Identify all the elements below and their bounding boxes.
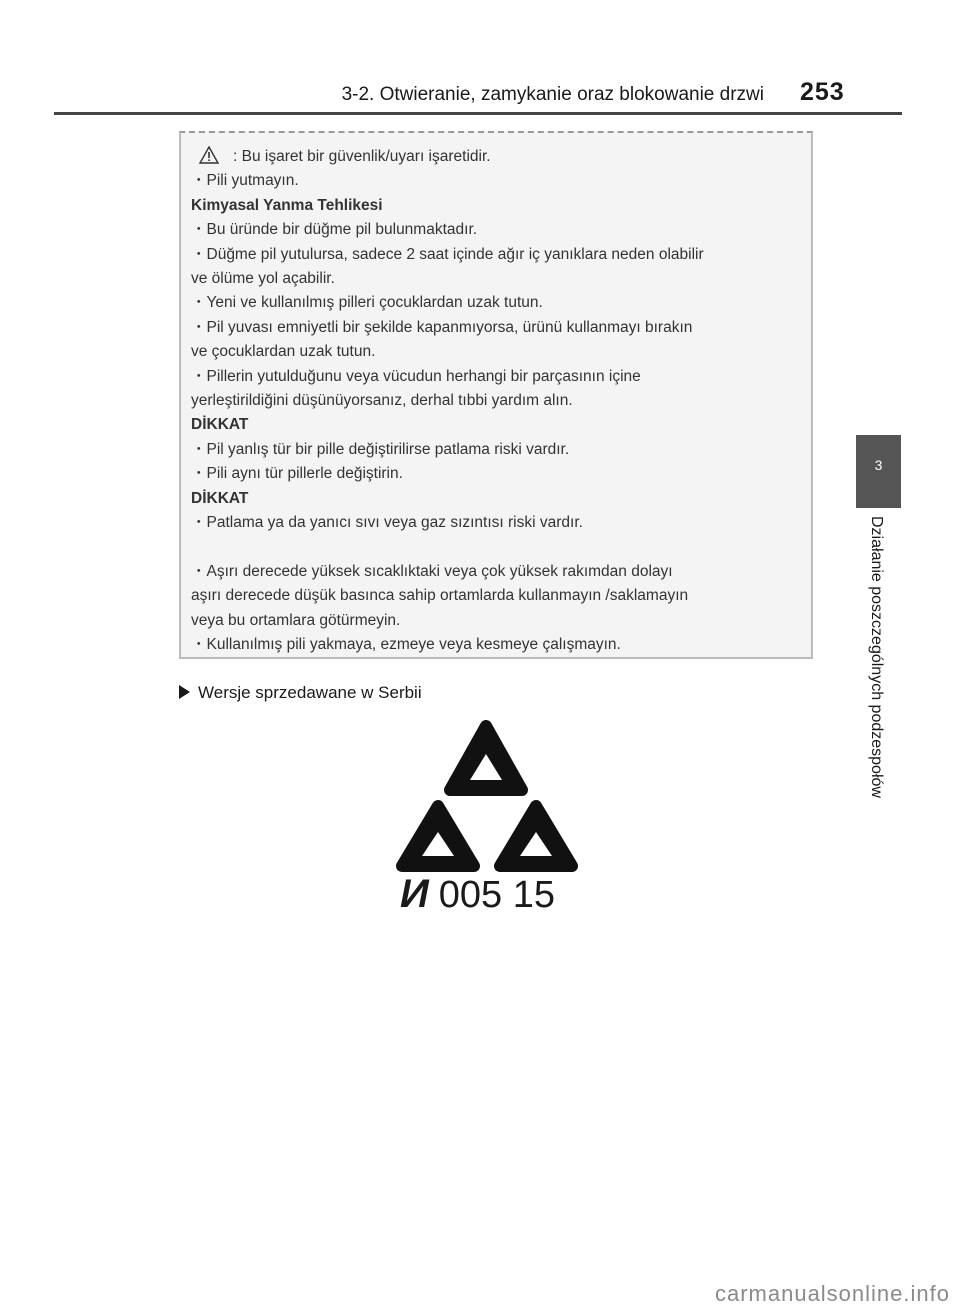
serbia-section-title: Wersje sprzedawane w Serbii (198, 683, 422, 702)
label-line-text: ・Kullanılmış pili yakmaya, ezmeye veya kesmeye çalışmayın. (191, 636, 621, 654)
label-line-text: : Bu işaret bir güvenlik/uyarı işaretidir. (233, 148, 491, 165)
warning-label-box (179, 131, 813, 659)
label-line-text (191, 539, 195, 556)
arrow-icon (179, 685, 190, 699)
symbol-code: 005 15 (438, 874, 556, 916)
triangle-right-icon (500, 806, 572, 866)
label-line-text: ・Bu üründe bir düğme pil bulunmaktadır. (191, 221, 478, 239)
label-line (191, 438, 801, 462)
page-header-title: 3-2. Otwieranie, zamykanie oraz blokowanie drzwi (341, 84, 764, 105)
label-line (191, 389, 801, 413)
label-line-text: DİKKAT (191, 489, 249, 507)
label-line-text: ・Pil yanlış tür bir pille değiştirilirse patlama riski vardır. (191, 440, 570, 458)
chapter-title: Działanie poszczególnych podzespołów (868, 516, 885, 798)
label-line (191, 169, 801, 193)
label-line (191, 243, 801, 267)
serbia-section-heading (179, 683, 422, 703)
chapter-tab: 3 (856, 435, 901, 508)
label-line (191, 365, 801, 389)
label-line-text: veya bu ortamlara götürmeyin. (191, 611, 401, 629)
symbol-letter: И (400, 872, 429, 916)
symbol-code-row (400, 872, 555, 917)
label-line (191, 145, 801, 169)
label-line (191, 316, 801, 340)
triangle-left-icon (402, 806, 474, 866)
header-rule (54, 112, 902, 115)
label-line (191, 609, 801, 633)
label-line (191, 218, 801, 242)
label-line-text: yerleştirildiğini düşünüyorsanız, derhal tıbbi yardım alın. (191, 392, 573, 410)
watermark: carmanualsonline.info (714, 1281, 950, 1306)
page-number: 253 (800, 78, 845, 106)
triangle-top-icon (450, 726, 522, 790)
label-line (191, 633, 801, 657)
label-line-text: ・Pillerin yutulduğunu veya vücudun herhangi bir parçasının içine (191, 367, 641, 385)
label-line (191, 194, 801, 218)
label-line-text: ・Düğme pil yutulursa, sadece 2 saat içinde ağır iç yanıklara neden olabilir (191, 245, 704, 263)
label-line-text: ・Pil yuvası emniyetli bir şekilde kapanmıyorsa, ürünü kullanmayı bırakın (191, 318, 693, 336)
label-line-text: ・Pili aynı tür pillerle değiştirin. (191, 465, 403, 483)
label-line (191, 291, 801, 315)
label-line-text: Kimyasal Yanma Tehlikesi (191, 196, 383, 214)
label-line-text: ・Patlama ya da yanıcı sıvı veya gaz sızıntısı riski vardır. (191, 514, 583, 532)
label-line (191, 340, 801, 364)
label-line (191, 511, 801, 535)
label-line (191, 536, 801, 560)
label-line-text: ・Pili yutmayın. (191, 172, 299, 190)
label-line (191, 584, 801, 608)
label-line-text: ve çocuklardan uzak tutun. (191, 343, 376, 361)
warning-triangle-icon (199, 146, 219, 164)
label-line (191, 487, 801, 511)
label-line-text: aşırı derecede düşük basınca sahip ortamlarda kullanmayın /saklamayın (191, 587, 689, 605)
warning-label-text (191, 145, 801, 658)
label-line-text: ・Yeni ve kullanılmış pilleri çocuklardan uzak tutun. (191, 294, 543, 312)
label-line-text: ve ölüme yol açabilir. (191, 270, 335, 288)
label-line (191, 462, 801, 486)
label-line (191, 413, 801, 437)
label-line (191, 560, 801, 584)
label-line-text: ・Aşırı derecede yüksek sıcaklıktaki veya çok yüksek rakımdan dolayı (191, 562, 673, 580)
label-line-text: DİKKAT (191, 416, 249, 434)
label-line (191, 267, 801, 291)
